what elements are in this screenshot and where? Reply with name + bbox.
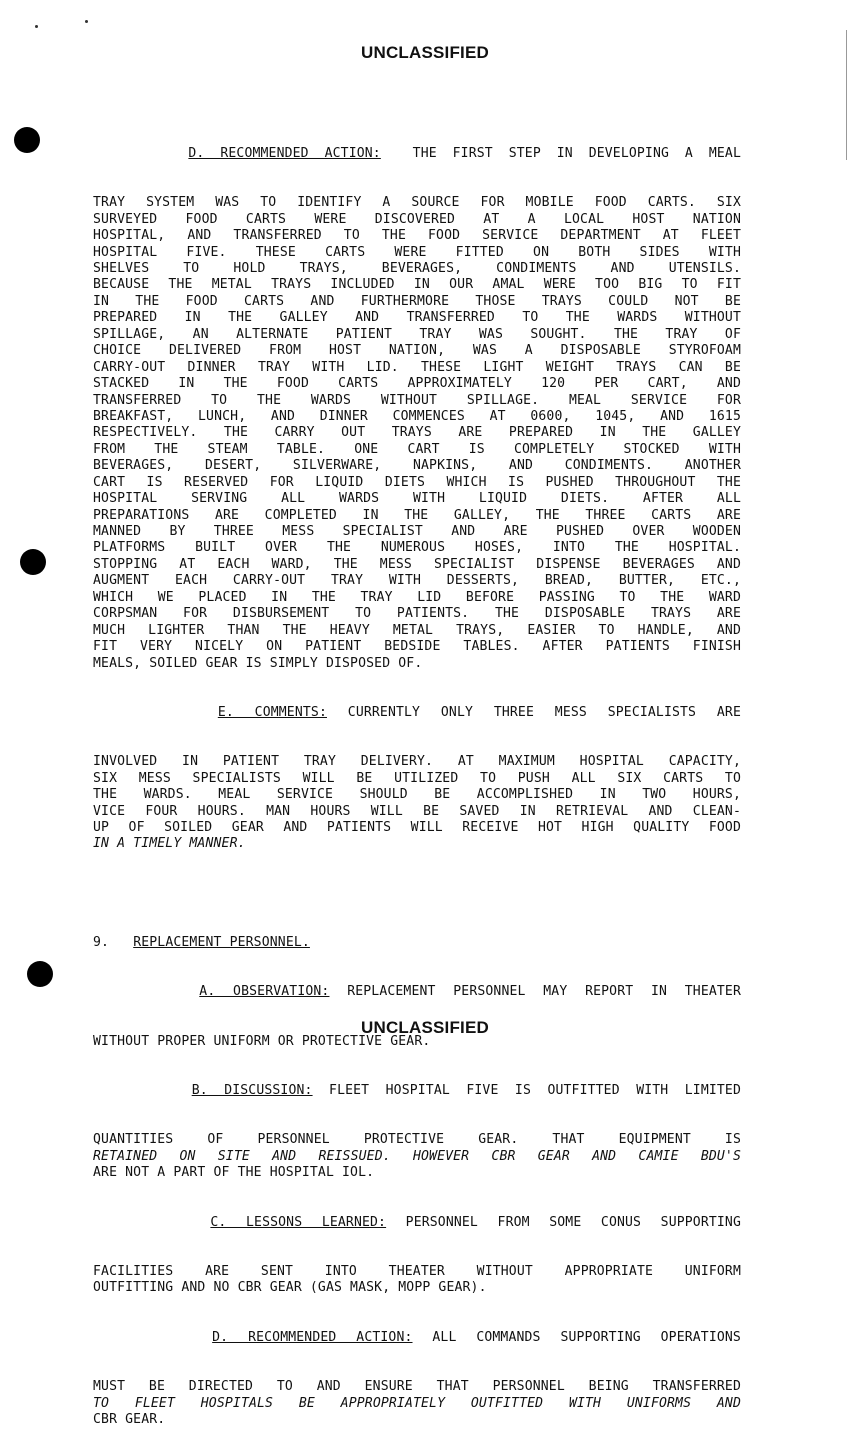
section-9c-first-line: C. LESSONS LEARNED: PERSONNEL FROM SOME CONUS SUPPORTING — [210, 1214, 741, 1230]
document-body — [93, 113, 741, 1445]
text-line: CART IS RESERVED FOR LIQUID DIETS WHICH IS PUSHED THROUGHOUT THE — [93, 474, 741, 490]
punch-hole — [14, 127, 40, 153]
punch-hole — [20, 549, 46, 575]
section-e-heading: E. COMMENTS: — [217, 704, 327, 720]
section-9b-first-line: B. DISCUSSION: FLEET HOSPITAL FIVE IS OUTFITTED WITH LIMITED — [191, 1083, 741, 1099]
text-line: BEVERAGES, DESERT, SILVERWARE, NAPKINS, AND CONDIMENTS. ANOTHER — [93, 458, 741, 474]
footer-classification: UNCLASSIFIED — [360, 1018, 490, 1037]
scan-speck — [35, 25, 38, 28]
text-line: CORPSMAN FOR DISBURSEMENT TO PATIENTS. THE DISPOSABLE TRAYS ARE — [93, 606, 741, 622]
text-line: CBR GEAR. — [93, 1412, 166, 1427]
text-line: IN A TIMELY MANNER. — [93, 836, 246, 852]
text-line: TRANSFERRED TO THE WARDS WITHOUT SPILLAGE. MEAL SERVICE FOR — [93, 392, 741, 408]
text-line: STOPPING AT EACH WARD, THE MESS SPECIALIST DISPENSE BEVERAGES AND — [93, 556, 741, 572]
text-line: PLATFORMS BUILT OVER THE NUMEROUS HOSES, INTO THE HOSPITAL. — [93, 540, 741, 556]
section-d-lines — [93, 195, 741, 672]
text-line: VICE FOUR HOURS. MAN HOURS WILL BE SAVED IN RETRIEVAL AND CLEAN- — [93, 803, 741, 819]
section-e-lines — [93, 754, 741, 853]
section-9d-lines — [93, 1379, 741, 1428]
text-line: WITHOUT PROPER UNIFORM OR PROTECTIVE GEAR. — [93, 1033, 431, 1049]
text-line: WHICH WE PLACED IN THE TRAY LID BEFORE PASSING TO THE WARD — [93, 589, 741, 605]
text-line: CHOICE DELIVERED FROM HOST NATION, WAS A DISPOSABLE STYROFOAM — [93, 343, 741, 359]
text-line: PREPARATIONS ARE COMPLETED IN THE GALLEY, THE THREE CARTS ARE — [93, 507, 741, 523]
text-line: FROM THE STEAM TABLE. ONE CART IS COMPLETELY STOCKED WITH — [93, 441, 741, 457]
punch-hole — [27, 961, 53, 987]
text-line: AUGMENT EACH CARRY-OUT TRAY WITH DESSERTS, BREAD, BUTTER, ETC., — [93, 573, 741, 589]
text-line: CARRY-OUT DINNER TRAY WITH LID. THESE LIGHT WEIGHT TRAYS CAN BE — [93, 359, 741, 375]
text-line: BECAUSE THE METAL TRAYS INCLUDED IN OUR AMAL WERE TOO BIG TO FIT — [93, 277, 741, 293]
text-line: STACKED IN THE FOOD CARTS APPROXIMATELY 120 PER CART, AND — [93, 376, 741, 392]
text-line: SURVEYED FOOD CARTS WERE DISCOVERED AT A LOCAL HOST NATION — [93, 211, 741, 227]
text-line: MANNED BY THREE MESS SPECIALIST AND ARE PUSHED OVER WOODEN — [93, 524, 741, 539]
section-9a-heading: A. OBSERVATION: — [199, 984, 330, 1000]
section-9b-heading: B. DISCUSSION: — [191, 1083, 313, 1099]
text-line: UP OF SOILED GEAR AND PATIENTS WILL RECEIVE HOT HIGH QUALITY FOOD — [93, 819, 741, 835]
section-9c-heading: C. LESSONS LEARNED: — [210, 1214, 387, 1230]
section-9d-first-line: D. RECOMMENDED ACTION: ALL COMMANDS SUPPORTING OPERATIONS — [212, 1329, 741, 1345]
text-line: SIX MESS SPECIALISTS WILL BE UTILIZED TO PUSH ALL SIX CARTS TO — [93, 770, 741, 786]
header-classification: UNCLASSIFIED — [360, 43, 490, 62]
text-line: MUST BE DIRECTED TO AND ENSURE THAT PERSONNEL BEING TRANSFERRED — [93, 1379, 741, 1395]
text-line: TO FLEET HOSPITALS BE APPROPRIATELY OUTFITTED WITH UNIFORMS AND — [93, 1395, 741, 1411]
scan-speck — [85, 20, 88, 23]
section-9d-heading: D. RECOMMENDED ACTION: — [212, 1329, 413, 1345]
text-line: MEALS, SOILED GEAR IS SIMPLY DISPOSED OF. — [93, 655, 423, 671]
section-d-first-line: D. RECOMMENDED ACTION: THE FIRST STEP IN DEVELOPING A MEAL — [188, 145, 741, 161]
text-line: RETAINED ON SITE AND REISSUED. HOWEVER CBR GEAR AND CAMIE BDU'S — [93, 1148, 741, 1164]
section-9-title: REPLACEMENT PERSONNEL. — [133, 935, 310, 951]
section-d-heading: D. RECOMMENDED ACTION: — [188, 145, 381, 161]
text-line: FACILITIES ARE SENT INTO THEATER WITHOUT APPROPRIATE UNIFORM — [93, 1264, 741, 1279]
text-line: SPILLAGE, AN ALTERNATE PATIENT TRAY WAS SOUGHT. THE TRAY OF — [93, 326, 741, 342]
text-line: HOSPITAL FIVE. THESE CARTS WERE FITTED ON BOTH SIDES WITH — [93, 244, 741, 260]
section-9b-lines — [93, 1132, 741, 1181]
text-line: RESPECTIVELY. THE CARRY OUT TRAYS ARE PREPARED IN THE GALLEY — [93, 425, 741, 441]
text-line: MUCH LIGHTER THAN THE HEAVY METAL TRAYS, EASIER TO HANDLE, AND — [93, 622, 741, 638]
section-e-first-line: E. COMMENTS: CURRENTLY ONLY THREE MESS SPECIALISTS ARE — [217, 704, 741, 720]
text-line: QUANTITIES OF PERSONNEL PROTECTIVE GEAR. THAT EQUIPMENT IS — [93, 1132, 741, 1148]
section-9-number: 9. — [93, 935, 110, 951]
text-line: HOSPITAL SERVING ALL WARDS WITH LIQUID DIETS. AFTER ALL — [93, 491, 741, 507]
text-line: PREPARED IN THE GALLEY AND TRANSFERRED TO THE WARDS WITHOUT — [93, 310, 741, 326]
text-line: FIT VERY NICELY ON PATIENT BEDSIDE TABLES. AFTER PATIENTS FINISH — [93, 639, 741, 655]
text-line: IN THE FOOD CARTS AND FURTHERMORE THOSE TRAYS COULD NOT BE — [93, 293, 741, 309]
section-9c-lines — [93, 1264, 741, 1297]
text-line: TRAY SYSTEM WAS TO IDENTIFY A SOURCE FOR MOBILE FOOD CARTS. SIX — [93, 195, 741, 211]
section-9a-first-line: A. OBSERVATION: REPLACEMENT PERSONNEL MAY REPORT IN THEATER — [199, 984, 742, 1000]
text-line: ARE NOT A PART OF THE HOSPITAL IOL. — [93, 1165, 375, 1181]
text-line: INVOLVED IN PATIENT TRAY DELIVERY. AT MAXIMUM HOSPITAL CAPACITY, — [93, 754, 741, 770]
text-line: HOSPITAL, AND TRANSFERRED TO THE FOOD SERVICE DEPARTMENT AT FLEET — [93, 228, 741, 244]
text-line: OUTFITTING AND NO CBR GEAR (GAS MASK, MOPP GEAR). — [93, 1280, 487, 1296]
text-line: THE WARDS. MEAL SERVICE SHOULD BE ACCOMPLISHED IN TWO HOURS, — [93, 787, 741, 803]
section-9-title-line — [93, 935, 741, 951]
text-line: SHELVES TO HOLD TRAYS, BEVERAGES, CONDIMENTS AND UTENSILS. — [93, 261, 741, 276]
text-line: BREAKFAST, LUNCH, AND DINNER COMMENCES AT 0600, 1045, AND 1615 — [93, 408, 741, 424]
